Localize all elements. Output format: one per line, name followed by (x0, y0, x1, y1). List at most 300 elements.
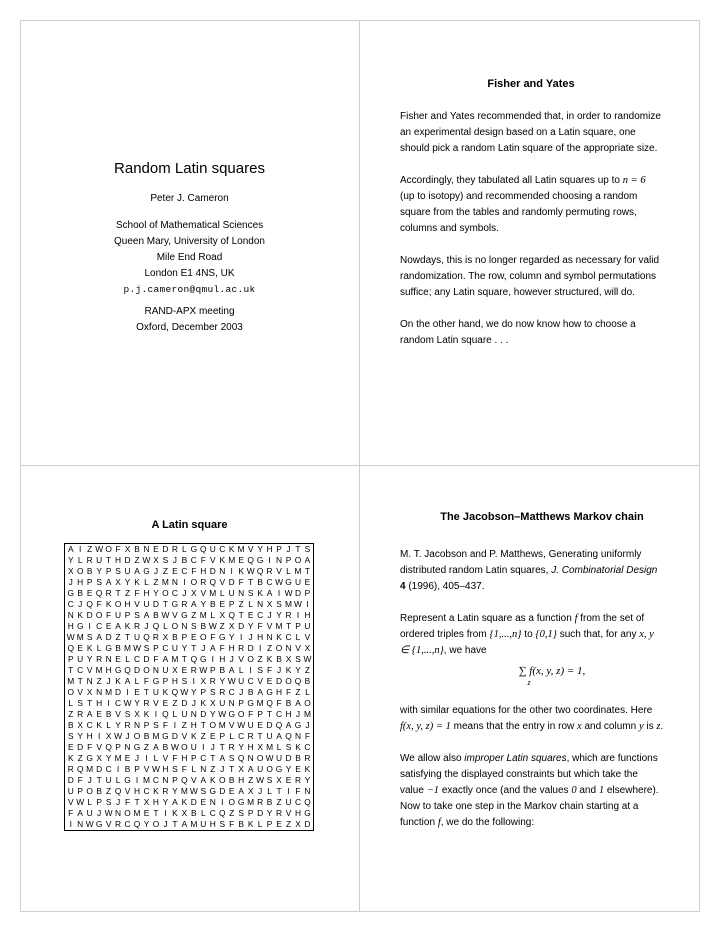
latin-square-cell: W (199, 665, 208, 675)
latin-square-cell: Q (294, 676, 302, 686)
latin-square-cell: P (96, 797, 102, 807)
latin-square-cell: R (181, 599, 188, 609)
latin-square-cell: P (115, 742, 121, 752)
latin-square-cell: J (239, 687, 244, 697)
math: 0 (571, 785, 577, 796)
latin-square-cell: N (105, 654, 112, 664)
latin-square-cell: T (181, 654, 187, 664)
latin-square-cell: B (191, 808, 197, 818)
sum-index: z (527, 678, 531, 687)
latin-square-cell: B (285, 698, 292, 708)
latin-square-cell: U (86, 808, 93, 818)
latin-square-cell: M (237, 544, 245, 554)
latin-square-cell: W (76, 797, 85, 807)
latin-square-row (65, 588, 313, 599)
latin-square-cell: Q (275, 720, 283, 730)
latin-square-cell: V (105, 819, 112, 829)
latin-square-cell: N (266, 632, 273, 642)
latin-square-row (65, 566, 313, 577)
latin-square-cell: S (191, 621, 197, 631)
latin-square-cell: G (247, 698, 254, 708)
latin-square-cell: Z (172, 698, 178, 708)
latin-square-cell: M (228, 555, 236, 565)
latin-square-cell: O (181, 742, 188, 752)
latin-square-cell: A (304, 555, 311, 565)
reference (400, 547, 664, 595)
latin-square-cell: U (133, 632, 141, 642)
latin-square-cell: W (66, 632, 75, 642)
latin-square-cell: N (96, 687, 103, 697)
latin-square-cell: K (257, 588, 263, 598)
latin-square-cell: Q (237, 753, 245, 763)
latin-square-cell: N (181, 621, 188, 631)
latin-square-cell: K (77, 610, 83, 620)
latin-square-cell: C (162, 643, 169, 653)
latin-square-cell: X (124, 544, 131, 554)
latin-square-row (65, 698, 313, 709)
latin-square-cell: U (162, 665, 169, 675)
latin-square-cell: I (116, 764, 120, 774)
math: {1,...,n} (489, 629, 522, 640)
latin-square-cell: Y (105, 753, 112, 763)
text: with similar equations for the other two coordinates. Here (400, 705, 653, 716)
slide-jacobson-matthews (400, 466, 664, 847)
latin-square-cell: C (219, 544, 226, 554)
latin-square-cell: H (86, 731, 93, 741)
latin-square-cell: R (285, 610, 292, 620)
latin-square-cell: P (105, 566, 112, 576)
latin-square-cell: U (219, 698, 226, 708)
latin-square-cell: D (266, 720, 273, 730)
latin-square-cell: C (143, 786, 150, 796)
latin-square-cell: P (181, 632, 188, 642)
emphasis: improper Latin squares (464, 753, 567, 764)
latin-square-cell: O (95, 610, 103, 620)
latin-square-cell: O (162, 588, 169, 598)
latin-square-cell: P (134, 764, 140, 774)
latin-square-cell: E (191, 632, 197, 642)
latin-square-cell: G (294, 720, 302, 730)
text: exactly once (and the values (441, 785, 569, 796)
latin-square-cell: S (257, 665, 263, 675)
latin-square-row (65, 665, 313, 676)
latin-square-cell: W (170, 742, 179, 752)
latin-square-cell: O (105, 544, 112, 554)
latin-square-cell: K (276, 632, 282, 642)
vertical-divider (359, 20, 360, 912)
latin-square-cell: G (256, 555, 264, 565)
latin-square-cell: K (209, 775, 216, 785)
latin-square-cell: G (275, 764, 283, 774)
latin-square-cell: D (181, 698, 188, 708)
latin-square-cell: U (257, 764, 264, 774)
latin-square-cell: D (209, 566, 216, 576)
latin-square-cell: J (295, 709, 301, 719)
latin-square-cell: L (286, 566, 291, 576)
latin-square-cell: T (276, 786, 282, 796)
latin-square-row (65, 808, 313, 819)
latin-square-cell: M (114, 753, 122, 763)
latin-square-cell: D (304, 819, 311, 829)
latin-square-cell: Z (191, 610, 197, 620)
math: y (638, 721, 644, 732)
latin-square-cell: G (228, 709, 235, 719)
latin-square-cell: J (87, 775, 92, 785)
latin-square-cell: O (285, 676, 292, 686)
latin-square-cell: M (180, 786, 188, 796)
latin-square-cell: C (124, 819, 131, 829)
latin-square-cell: D (67, 775, 74, 785)
latin-square-cell: H (200, 566, 207, 576)
latin-square-cell: B (115, 643, 121, 653)
latin-square-cell: Z (68, 709, 74, 719)
latin-square-cell: U (171, 643, 178, 653)
latin-square-cell: S (67, 731, 74, 741)
latin-square-cell: K (200, 698, 207, 708)
paragraph (400, 173, 662, 237)
paragraph (400, 751, 664, 831)
latin-square-cell: F (134, 588, 140, 598)
latin-square-cell: W (208, 621, 217, 631)
latin-square-cell: H (133, 786, 141, 796)
latin-square-cell: X (209, 698, 216, 708)
latin-square-cell: H (294, 808, 302, 818)
latin-square-cell: S (77, 698, 83, 708)
latin-square-row (65, 676, 313, 687)
latin-square-cell: A (143, 610, 150, 620)
latin-square-cell: F (229, 819, 235, 829)
paragraph (400, 611, 664, 659)
latin-square-cell: V (228, 720, 235, 730)
latin-square-cell: D (162, 544, 169, 554)
latin-square-cell: A (295, 698, 301, 708)
latin-square-cell: E (143, 808, 150, 818)
latin-square-cell: V (162, 753, 169, 763)
latin-square-cell: N (200, 764, 207, 774)
latin-square-cell: Y (219, 676, 226, 686)
latin-square-cell: A (276, 731, 282, 741)
latin-square-cell: G (133, 742, 141, 752)
latin-square-cell: K (134, 577, 140, 587)
latin-square-cell: X (172, 665, 178, 675)
latin-square-cell: M (294, 566, 302, 576)
latin-square-cell: F (219, 643, 225, 653)
latin-square-cell: H (238, 775, 245, 785)
latin-square-cell: N (209, 797, 216, 807)
latin-square-cell: A (219, 753, 226, 763)
latin-square-cell: F (267, 665, 273, 675)
latin-square-cell: Q (181, 775, 188, 785)
latin-square-cell: L (68, 698, 74, 708)
latin-square-cell: J (97, 808, 102, 818)
latin-square-cell: F (285, 687, 292, 697)
latin-square-cell: W (227, 676, 236, 686)
latin-square-row (65, 621, 313, 632)
latin-square-cell: A (200, 775, 207, 785)
latin-square-cell: N (285, 643, 292, 653)
latin-square-cell: S (105, 797, 112, 807)
latin-square-row (65, 577, 313, 588)
latin-square-cell: H (190, 720, 197, 730)
latin-square-cell: N (124, 742, 131, 752)
latin-square-cell: L (96, 643, 102, 653)
latin-square-cell: I (306, 599, 309, 609)
latin-square-cell: O (200, 632, 207, 642)
latin-square-cell: P (276, 544, 282, 554)
latin-square-cell: U (209, 544, 216, 554)
latin-square-cell: M (199, 610, 207, 620)
latin-square-cell: H (96, 698, 103, 708)
latin-square-cell: T (210, 753, 216, 763)
latin-square-cell: O (209, 720, 217, 730)
latin-square-cell: G (304, 808, 311, 818)
latin-square-cell: W (237, 720, 246, 730)
latin-square-cell: Z (153, 577, 159, 587)
latin-square-cell: M (152, 731, 160, 741)
affiliation-line: London E1 4NS, UK (144, 268, 235, 279)
latin-square-cell: J (68, 577, 73, 587)
latin-square-cell: X (228, 621, 235, 631)
latin-square-cell: P (295, 621, 301, 631)
latin-square-cell: Y (247, 621, 254, 631)
latin-square-cell: P (191, 753, 197, 763)
latin-square-cell: D (285, 753, 292, 763)
latin-square-cell: A (228, 665, 235, 675)
latin-square-cell: O (304, 698, 311, 708)
latin-square-cell: J (258, 786, 263, 796)
text: such that, for any (559, 629, 637, 640)
latin-square-cell: E (134, 687, 140, 697)
latin-square-cell: H (304, 610, 311, 620)
latin-square-cell: E (96, 709, 102, 719)
latin-square-cell: L (106, 720, 111, 730)
latin-square-cell: K (96, 720, 102, 730)
latin-square-cell: I (183, 577, 186, 587)
latin-square-cell: E (295, 764, 301, 774)
latin-square-cell: K (115, 676, 121, 686)
latin-square-cell: B (124, 764, 131, 774)
latin-square-cell: K (247, 819, 254, 829)
latin-square-cell: Q (162, 709, 169, 719)
latin-square-cell: J (191, 698, 196, 708)
latin-square-cell: V (153, 698, 159, 708)
latin-square-cell: J (125, 731, 130, 741)
text: , we do the following: (440, 817, 535, 828)
latin-square-row (65, 687, 313, 698)
latin-square-cell: I (258, 643, 262, 653)
latin-square-cell: U (143, 599, 150, 609)
latin-square-cell: G (181, 610, 188, 620)
math: z (656, 721, 661, 732)
latin-square-cell: W (180, 687, 189, 697)
latin-square-cell: H (247, 742, 254, 752)
latin-square-cell: Z (304, 665, 311, 675)
latin-square-cell: X (153, 555, 159, 565)
latin-square-row (65, 599, 313, 610)
latin-square-cell: X (285, 654, 292, 664)
latin-square-cell: X (115, 577, 121, 587)
latin-square-cell: H (228, 643, 235, 653)
latin-square-cell: R (219, 687, 226, 697)
latin-square-cell: B (266, 797, 273, 807)
latin-square-cell: N (143, 544, 150, 554)
latin-square-cell: M (209, 588, 217, 598)
latin-square-cell: N (304, 786, 311, 796)
text: means that the entry in row (453, 721, 575, 732)
latin-square-cell: D (124, 555, 131, 565)
latin-square-cell: V (172, 610, 178, 620)
latin-square-cell: J (172, 555, 177, 565)
latin-square-cell: Y (172, 786, 178, 796)
latin-square-cell: J (229, 654, 234, 664)
latin-square-cell: I (69, 819, 72, 829)
math: f (574, 613, 578, 624)
latin-square-cell: S (304, 544, 311, 554)
latin-square-cell: T (124, 632, 131, 642)
latin-square-cell: R (162, 786, 169, 796)
latin-square-cell: R (228, 742, 235, 752)
latin-square-cell: Z (229, 808, 235, 818)
latin-square-cell: C (209, 808, 216, 818)
latin-square-cell: G (266, 687, 273, 697)
latin-square-cell: R (77, 709, 84, 719)
latin-square-cell: V (247, 544, 254, 554)
latin-square-cell: O (133, 731, 141, 741)
latin-square-cell: F (124, 797, 131, 807)
latin-square-cell: X (266, 599, 273, 609)
latin-square-cell: C (285, 632, 292, 642)
latin-square-cell: Y (266, 808, 273, 818)
latin-square-cell: Q (218, 808, 226, 818)
latin-square-cell: V (134, 599, 140, 609)
latin-square-cell: T (267, 709, 273, 719)
latin-square-cell: G (237, 797, 245, 807)
latin-square-cell: R (266, 566, 273, 576)
latin-square-cell: V (86, 665, 93, 675)
latin-square-cell: A (67, 544, 74, 554)
latin-square-cell: Q (209, 577, 217, 587)
author-block (20, 191, 359, 336)
latin-square-cell: X (295, 819, 301, 829)
latin-square-cell: C (181, 566, 188, 576)
latin-square-cell: S (134, 610, 140, 620)
text: and column (584, 721, 637, 732)
latin-square-cell: D (96, 764, 103, 774)
latin-square-cell: S (247, 588, 254, 598)
latin-square-cell: Y (285, 764, 292, 774)
latin-square-cell: E (181, 665, 188, 675)
latin-square-cell: Z (115, 632, 121, 642)
math: {0,1} (535, 629, 557, 640)
latin-square-cell: F (153, 654, 159, 664)
latin-square-cell: R (304, 753, 311, 763)
latin-square-cell: N (238, 588, 245, 598)
latin-square-cell: A (266, 588, 273, 598)
latin-square-cell: R (152, 632, 159, 642)
latin-square-cell: A (96, 632, 102, 642)
latin-square-cell: H (162, 764, 169, 774)
latin-square-cell: A (124, 676, 131, 686)
latin-square-row (65, 654, 313, 665)
latin-square-cell: I (97, 731, 101, 741)
latin-square-cell: F (115, 544, 121, 554)
latin-square-cell: T (134, 797, 140, 807)
latin-square-cell: E (115, 654, 121, 664)
latin-square-cell: O (256, 753, 264, 763)
latin-square-cell: B (219, 665, 226, 675)
latin-square-cell: Y (124, 577, 131, 587)
math: x, y ∈ {1,...,n} (400, 629, 654, 656)
latin-square-cell: H (124, 599, 131, 609)
latin-square-cell: Z (77, 753, 83, 763)
latin-square-cell: Z (210, 764, 216, 774)
latin-square-cell: O (228, 797, 235, 807)
latin-square-cell: V (257, 676, 263, 686)
latin-square-cell: O (247, 654, 254, 664)
latin-square-cell: Q (171, 687, 179, 697)
latin-square-cell: T (285, 621, 292, 631)
latin-square-cell: O (114, 599, 122, 609)
latin-square-cell: F (276, 698, 282, 708)
latin-square-cell: G (285, 577, 292, 587)
latin-square-cell: I (79, 544, 82, 554)
slide-title-heading: Random Latin squares (114, 160, 265, 177)
latin-square-cell: H (171, 676, 178, 686)
text: M. T. Jacobson and P. Matthews, Generating uniformly distributed random Latin squares, (400, 549, 642, 576)
latin-square-cell: D (171, 731, 178, 741)
latin-square-cell: K (238, 566, 244, 576)
latin-square-cell: I (277, 588, 281, 598)
latin-square-cell: A (191, 599, 197, 609)
latin-square-cell: X (219, 610, 226, 620)
latin-square-grid (64, 543, 314, 831)
latin-square-cell: E (200, 797, 207, 807)
latin-square-cell: L (125, 654, 130, 664)
latin-square-cell: K (67, 753, 74, 763)
latin-square-cell: E (257, 720, 263, 730)
latin-square-cell: R (143, 698, 150, 708)
latin-square-cell: E (276, 819, 282, 829)
latin-square-cell: M (256, 698, 264, 708)
latin-square-cell: B (86, 566, 93, 576)
latin-square-cell: X (77, 720, 83, 730)
latin-square-cell: K (228, 544, 235, 554)
latin-square-cell: V (276, 566, 282, 576)
latin-square-cell: W (284, 588, 293, 598)
latin-square-cell: M (190, 819, 198, 829)
latin-square-cell: P (304, 588, 311, 598)
latin-square-cell: S (153, 720, 159, 730)
latin-square-cell: B (143, 731, 150, 741)
latin-square-cell: W (85, 819, 94, 829)
latin-square-cell: E (86, 588, 93, 598)
latin-square-cell: H (152, 797, 159, 807)
latin-square-cell: Q (67, 643, 74, 653)
paragraph: On the other hand, we do now know how to choose a random Latin square . . . (400, 319, 636, 346)
latin-square-cell: A (247, 764, 254, 774)
latin-square-cell: X (143, 797, 150, 807)
latin-square-cell: L (229, 731, 235, 741)
latin-square-cell: L (191, 764, 197, 774)
latin-square-cell: B (67, 720, 74, 730)
latin-square-cell: I (107, 698, 110, 708)
latin-square-cell: D (190, 797, 197, 807)
latin-square-cell: E (228, 786, 235, 796)
latin-square-cell: L (248, 599, 253, 609)
latin-square-cell: K (219, 555, 226, 565)
latin-square-cell: P (153, 643, 159, 653)
latin-square-cell: B (181, 555, 188, 565)
